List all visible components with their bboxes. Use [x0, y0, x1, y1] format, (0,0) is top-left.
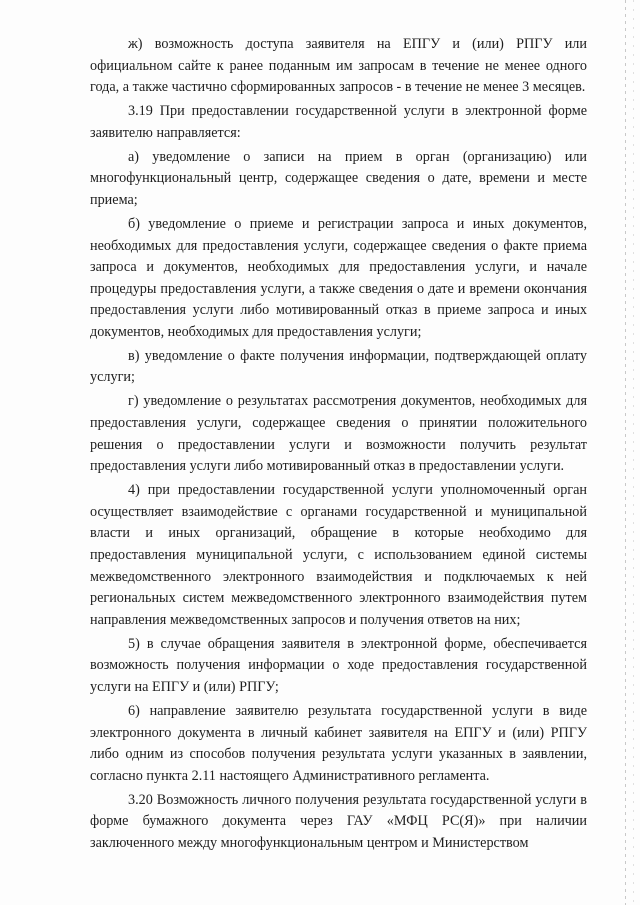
- paragraph-4-interagency: 4) при предоставлении государственной услуги уполномоченный орган осуществляет взаимодействие с органами государственной и муниципальной власти и иных организаций, обращение в которые необходимо для предоставления муниципальной услуги, с использованием единой системы межведомственного электронного взаимодействия и подключаемых к ней региональных систем межведомственного электронного взаимодействия путем направления межведомственных запросов и получения ответов на них;: [90, 482, 587, 628]
- paragraph-g-results-notice: г) уведомление о результатах рассмотрения документов, необходимых для предоставления услуги, содержащее сведения о принятии положительного решения о предоставлении услуги и возможности получить результат предоставления услуги либо мотивированный отказ в предоставлении услуги.: [90, 393, 587, 475]
- paragraph-6-result-delivery: 6) направление заявителю результата государственной услуги в виде электронного документа в личный кабинет заявителя на ЕПГУ и (или) РПГУ либо одним из способов получения результата услуги указанных в заявлении, согласно пункта 2.11 настоящего Административного регламента.: [90, 702, 587, 784]
- paragraph-b-registration-notice: б) уведомление о приеме и регистрации запроса и иных документов, необходимых для предоставления услуги, содержащее сведения о факте приема запроса и документов, необходимых для предоставления услуги, и начале процедуры предоставления услуги, а также сведения о дате и времени окончания предоставления услуги либо мотивированный отказ в приеме запроса и иных документов, необходимых для предоставления услуги;: [90, 215, 587, 340]
- document-body: [90, 34, 587, 854]
- page-edge-line: [625, 0, 626, 905]
- paragraph-v-payment-notice: в) уведомление о факте получения информации, подтверждающей оплату услуги;: [90, 347, 587, 386]
- paragraph-zh-access-requests: ж) возможность доступа заявителя на ЕПГУ и (или) РПГУ или официальном сайте к ранее поданным им запросам в течение не менее одного года, а также частично сформированных запросов - в течение не менее 3 месяцев.: [90, 36, 587, 96]
- page-edge-line-outer: [633, 0, 634, 905]
- paragraph-a-appointment-notice: а) уведомление о записи на прием в орган (организацию) или многофункциональный центр, содержащее сведения о дате, времени и месте приема;: [90, 148, 587, 208]
- paragraph-5-status-info: 5) в случае обращения заявителя в электронной форме, обеспечивается возможность получения информации о ходе предоставления государственной услуги на ЕПГУ и (или) РПГУ;: [90, 635, 587, 695]
- paragraph-3-19-heading: 3.19 При предоставлении государственной услуги в электронной форме заявителю направляется:: [90, 103, 587, 141]
- paragraph-3-20-paper-result: 3.20 Возможность личного получения результата государственной услуги в форме бумажного документа через ГАУ «МФЦ РС(Я)» при наличии заключенного между многофункциональным центром и Министерством: [90, 791, 587, 851]
